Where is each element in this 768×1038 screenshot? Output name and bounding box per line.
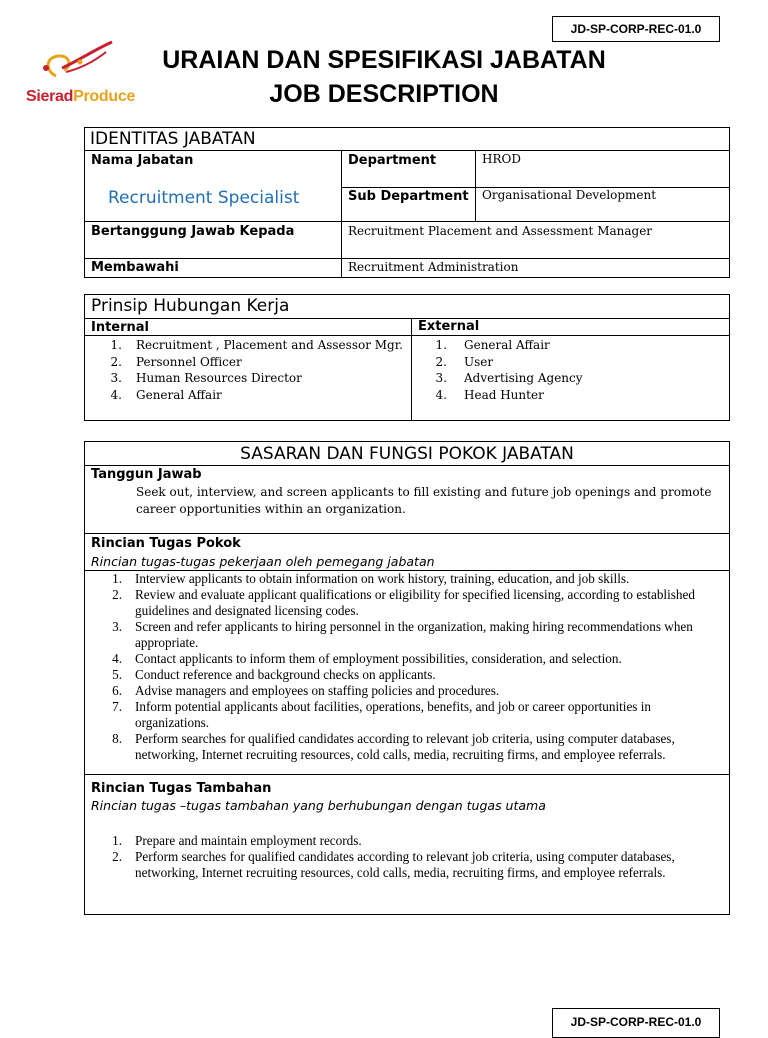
list-item-text [135,833,362,849]
list-item-line: appropriate. [135,635,199,650]
list-item-text [135,571,629,587]
list-item [100,619,695,651]
list-item [100,387,403,404]
list-item-line: Screen and refer applicants to hiring personnel in the organization, making hiring recommendations when [135,619,693,634]
list-item-number: 6. [112,683,122,698]
list-item-line: Inform potential applicants about facilities, operations, benefits, and job or career opportunities in [135,699,651,714]
list-item-line: networking, Internet recruiting resources, cold calls, media, recruiting firms, and employee referrals. [135,747,666,762]
subordinates-value: Recruitment Administration [348,260,519,274]
list-item [100,651,695,667]
internal-list [100,337,403,403]
rincian-pokok-subtitle: Rincian tugas-tugas pekerjaan oleh pemegang jabatan [91,554,435,569]
rincian-tambahan-label: Rincian Tugas Tambahan [91,781,272,796]
list-item-number: 2. [112,587,122,602]
external-label: External [418,319,480,334]
list-item-number: 4. [110,387,122,402]
rincian-pokok-label: Rincian Tugas Pokok [91,536,241,551]
list-item [425,370,583,387]
job-title-value: Recruitment Specialist [108,188,300,208]
list-item-text: Personnel Officer [136,354,242,369]
list-item-text [135,699,651,731]
list-item [425,354,583,371]
nama-jabatan-label: Nama Jabatan [91,153,194,168]
sub-department-label: Sub Department [348,189,469,204]
responsibility-line-2: career opportunities within an organization. [136,502,406,516]
sasaran-heading: SASARAN DAN FUNGSI POKOK JABATAN [240,444,574,464]
list-item-line: guidelines and designated licensing codes. [135,603,359,618]
list-item-text [135,619,693,651]
list-item [100,667,695,683]
list-item-line: organizations. [135,715,210,730]
identitas-heading: IDENTITAS JABATAN [90,129,256,149]
list-item [100,683,695,699]
list-item-number: 1. [112,833,122,848]
list-item-text [135,667,436,683]
list-item-text [135,587,695,619]
list-item-text [135,651,622,667]
list-item-number: 1. [110,338,122,352]
list-item-text: Advertising Agency [464,371,583,385]
department-value: HROD [482,152,521,166]
subordinates-label: Membawahi [91,260,179,275]
sub-department-value: Organisational Development [482,188,657,202]
tanggung-jawab-label: Tanggun Jawab [91,467,202,482]
list-item-number: 3. [110,371,122,385]
internal-label: Internal [91,320,150,335]
list-item-text: General Affair [464,338,550,352]
list-item-line: Review and evaluate applicant qualifications or eligibility for specified licensing, according to established [135,587,695,602]
additional-duties-list [100,833,675,881]
list-item-line: Interview applicants to obtain information on work history, training, education, and job skills. [135,571,630,586]
list-item-text [135,683,499,699]
main-duties-list [100,571,695,763]
list-item-number: 2. [435,354,447,369]
list-item [100,354,403,371]
logo-swoosh-icon [36,40,126,88]
list-item-line: Prepare and maintain employment records. [135,833,362,848]
responsibility-line-1: Seek out, interview, and screen applicants to fill existing and future job openings and promote [136,485,712,499]
list-item-number: 8. [112,731,122,746]
list-item-number: 2. [112,849,122,864]
list-item-line: Conduct reference and background checks on applicants. [135,667,436,682]
document-code: JD-SP-CORP-REC-01.0 [552,16,720,42]
external-list [425,337,583,403]
list-item-line: Advise managers and employees on staffing policies and procedures. [135,683,500,698]
list-item [100,571,695,587]
list-item-line: Perform searches for qualified candidates according to relevant job criteria, using computer databases, [135,731,675,746]
list-item [100,731,695,763]
list-item-number: 3. [112,619,122,634]
reports-to-value: Recruitment Placement and Assessment Manager [348,224,653,238]
list-item-line: Contact applicants to inform them of employment possibilities, consideration, and selection. [135,651,622,666]
list-item [100,370,403,387]
rincian-tambahan-subtitle: Rincian tugas –tugas tambahan yang berhubungan dengan tugas utama [91,798,546,813]
list-item-number: 2. [110,354,122,369]
list-item-number: 5. [112,667,122,682]
list-item-number: 7. [112,699,122,714]
list-item-text: Head Hunter [464,387,544,402]
list-item [100,699,695,731]
list-item [425,337,583,354]
page-subtitle: JOB DESCRIPTION [269,80,499,108]
list-item-line: networking, Internet recruiting resources, cold calls, media, recruiting firms, and employee referrals. [135,865,666,880]
list-item-number: 4. [112,651,122,666]
list-item [100,337,403,354]
list-item-line: Perform searches for qualified candidates according to relevant job criteria, using computer databases, [135,849,675,864]
footer-document-code: JD-SP-CORP-REC-01.0 [552,1008,720,1038]
list-item [425,387,583,404]
prinsip-heading: Prinsip Hubungan Kerja [91,296,290,316]
department-label: Department [348,153,437,168]
list-item-text [135,731,675,763]
page-title: URAIAN DAN SPESIFIKASI JABATAN [162,46,606,74]
reports-to-label: Bertanggung Jawab Kepada [91,224,295,239]
list-item-text: User [464,354,494,369]
list-item-text: Recruitment , Placement and Assessor Mgr. [136,338,403,352]
logo-wordmark: SieradProduce [26,88,136,105]
list-item-text: General Affair [136,387,222,402]
list-item-number: 1. [112,571,122,586]
list-item-text: Human Resources Director [136,371,302,385]
list-item-number: 4. [435,387,447,402]
list-item-number: 3. [435,371,447,385]
list-item-text [135,849,675,881]
list-item [100,833,675,849]
list-item [100,587,695,619]
list-item [100,849,675,881]
list-item-number: 1. [435,338,447,352]
